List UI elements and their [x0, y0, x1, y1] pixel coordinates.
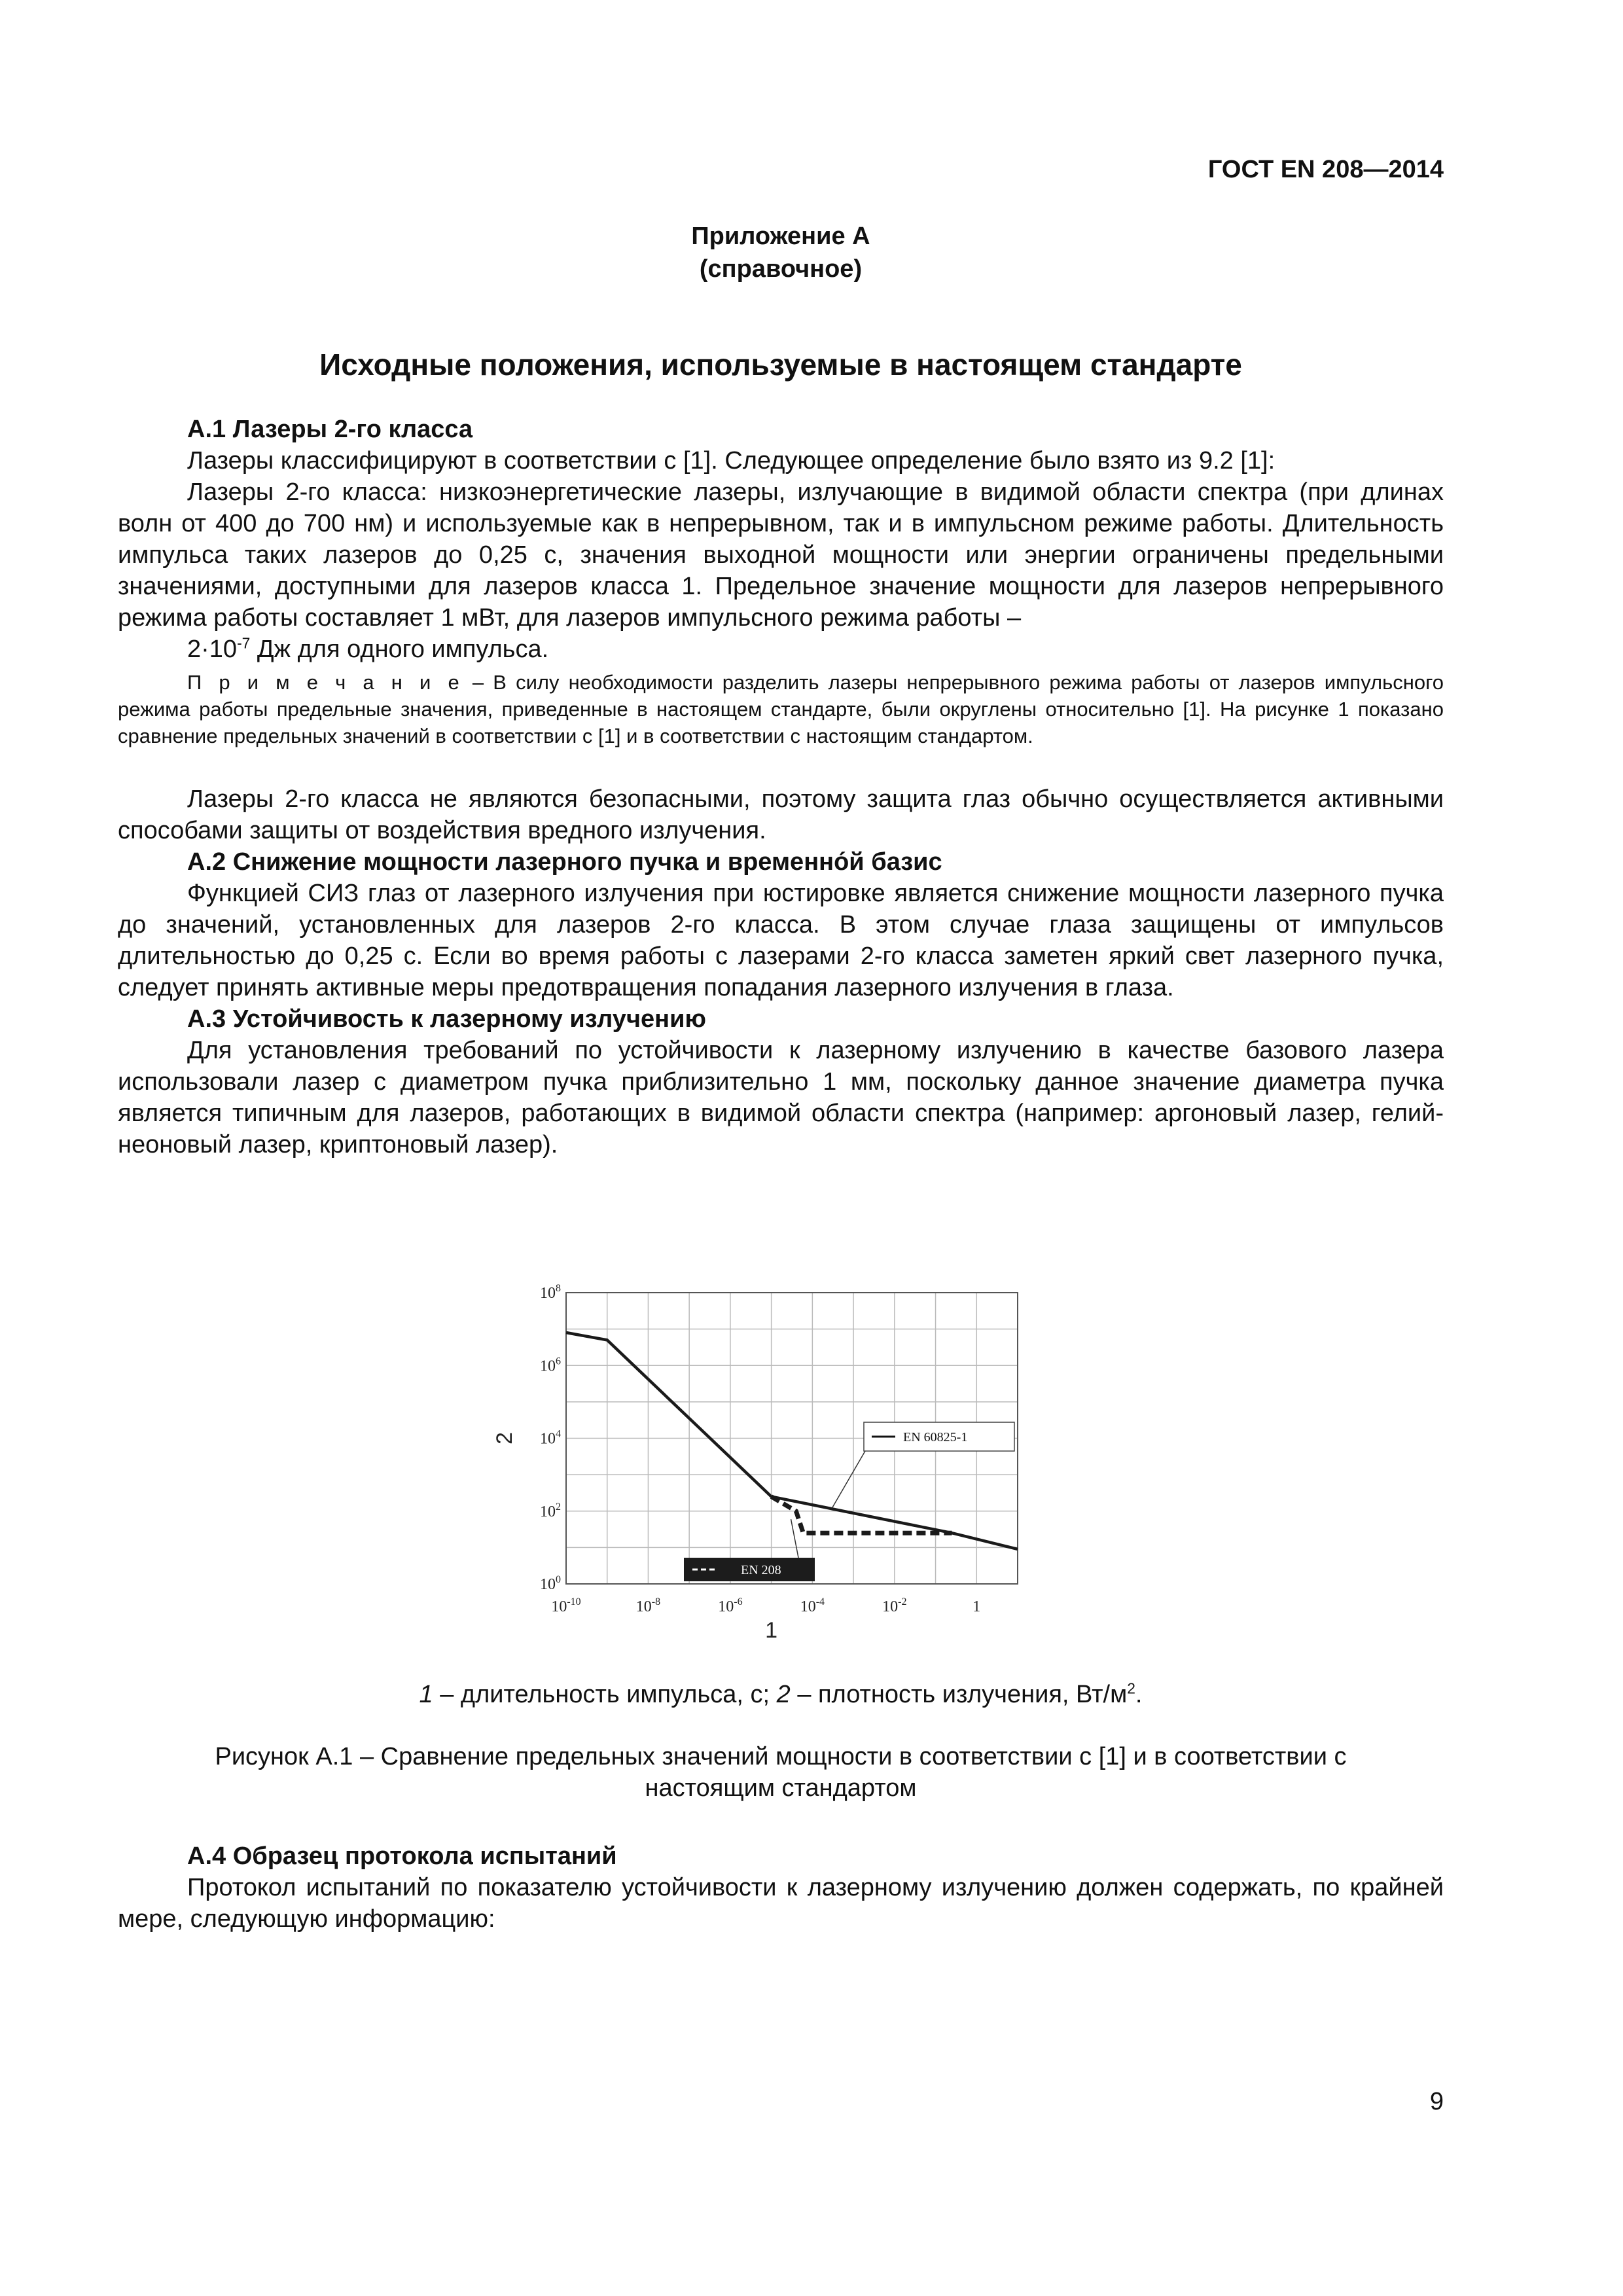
- section-a4-para1: Протокол испытаний по показателю устойчивости к лазерному излучению должен содержать, по крайней мере, следующую информацию:: [118, 1874, 1444, 1933]
- legend-leader-en60825: [832, 1451, 865, 1508]
- section-a1-note: [118, 669, 1444, 749]
- section-a3-para1: Для установления требований по устойчивости к лазерному излучению в качестве базового лазера использовали лазер с диаметром пучка приблизительно 1 мм, поскольку данное значение диаметра пучка является типичным для лазеров, работающих в видимой области спектра (например: аргоновый лазер, гелий-неоновый лазер, криптоновый лазер).: [118, 1037, 1444, 1158]
- note-label: П р и м е ч а н и е: [187, 671, 463, 694]
- y-tick-label: $10^0$: [540, 1574, 561, 1593]
- section-a1-para1: Лазеры классифицируют в соответствии с [1]. Следующее определение было взято из 9.2 [1]:: [187, 447, 1275, 475]
- body-text-upper: [118, 414, 1444, 1160]
- legend-num-1: 1: [419, 1681, 433, 1708]
- caption-line-2: настоящим стандартом: [645, 1774, 917, 1802]
- x-tick-label: $10^{-10}$: [551, 1596, 581, 1615]
- appendix-title: Исходные положения, используемые в настоящем стандарте: [319, 348, 1242, 382]
- formula-rest: Дж для одного импульса.: [250, 636, 549, 663]
- page-number: 9: [1429, 2088, 1444, 2115]
- formula-base: 2·10: [187, 636, 238, 663]
- section-a1-para3: Лазеры 2-го класса не являются безопасными, поэтому защита глаз обычно осуществляется активными способами защиты от воздействия вредного излучения.: [118, 785, 1444, 844]
- y-tick-label: $10^2$: [540, 1501, 561, 1520]
- legend-num-2: 2: [776, 1681, 791, 1708]
- comparison-chart: [484, 1273, 1060, 1679]
- figure-caption: [118, 1741, 1444, 1804]
- x-tick-label: 1: [972, 1598, 981, 1615]
- section-a1-para2: Лазеры 2-го класса: низкоэнергетические лазеры, излучающие в видимой области спектра (при длинах волн от 400 до 700 нм) и используемые как в непрерывном, так и в импульсном режиме работы. Длительность импульса таких лазеров до 0,25 с, значения выходной мощности или энергии ограничены предельными значениями, доступными для лазеров класса 1. Предельное значение мощности для лазеров непрерывного режима работы составляет 1 мВт, для лазеров импульсного режима работы –: [118, 478, 1444, 632]
- x-tick-label: $10^{-8}$: [635, 1596, 661, 1615]
- formula-exponent: -7: [237, 634, 251, 652]
- section-a2-heading: А.2 Снижение мощности лазерного пучка и временно́й базис: [187, 848, 942, 876]
- legend-sup: 2: [1127, 1679, 1135, 1697]
- legend-text-2: – плотность излучения, Вт/м: [790, 1681, 1128, 1708]
- appendix-type: (справочное): [699, 255, 863, 283]
- y-tick-label: $10^6$: [540, 1355, 561, 1375]
- appendix-label: Приложение А: [691, 223, 870, 250]
- body-text-lower: [118, 1840, 1444, 1935]
- appendix-heading: [118, 220, 1444, 285]
- section-a3-heading: А.3 Устойчивость к лазерному излучению: [187, 1005, 706, 1033]
- document-code: ГОСТ EN 208—2014: [1207, 156, 1444, 183]
- section-a2-para1: Функцией СИЗ глаз от лазерного излучения при юстировке является снижение мощности лазерного пучка до значений, установленных для лазеров 2-го класса. В этом случае глаза защищены от импульсов длительностью до 0,25 с. Если во время работы с лазерами 2-го класса заметен яркий свет лазерного пучка, следует принять активные меры предотвращения попадания лазерного излучения в глаза.: [118, 880, 1444, 1001]
- x-tick-label: $10^{-2}$: [882, 1596, 907, 1615]
- legend-label-en60825: EN 60825-1: [903, 1430, 968, 1444]
- section-a4-heading: А.4 Образец протокола испытаний: [187, 1842, 617, 1870]
- legend-end: .: [1135, 1681, 1143, 1708]
- caption-line-1: Рисунок А.1 – Сравнение предельных значений мощности в соответствии с [1] и в соответствии с: [215, 1743, 1347, 1770]
- legend-label-en208: EN 208: [741, 1563, 781, 1577]
- x-tick-label: $10^{-6}$: [718, 1596, 743, 1615]
- note-text: – В силу необходимости разделить лазеры непрерывного режима работы от лазеров импульсного режима работы предельные значения, приведенные в настоящем стандарте, были округлены относительно [1]. На рисунке 1 показано сравнение предельных значений в соответствии с [1] и в соответствии с настоящим стандартом.: [118, 671, 1444, 747]
- section-a1-formula: [118, 634, 1444, 665]
- legend-text-1: – длительность импульса, с;: [433, 1681, 777, 1708]
- figure-legend: [118, 1679, 1444, 1710]
- legend-leader-en208: [791, 1519, 798, 1558]
- x-axis-label: 1: [765, 1618, 778, 1643]
- x-tick-label: $10^{-4}$: [800, 1596, 825, 1615]
- y-tick-label: $10^8$: [540, 1283, 561, 1302]
- y-axis-label: 2: [492, 1432, 517, 1444]
- section-a1-heading: А.1 Лазеры 2-го класса: [187, 416, 473, 443]
- y-tick-label: $10^4$: [540, 1428, 561, 1448]
